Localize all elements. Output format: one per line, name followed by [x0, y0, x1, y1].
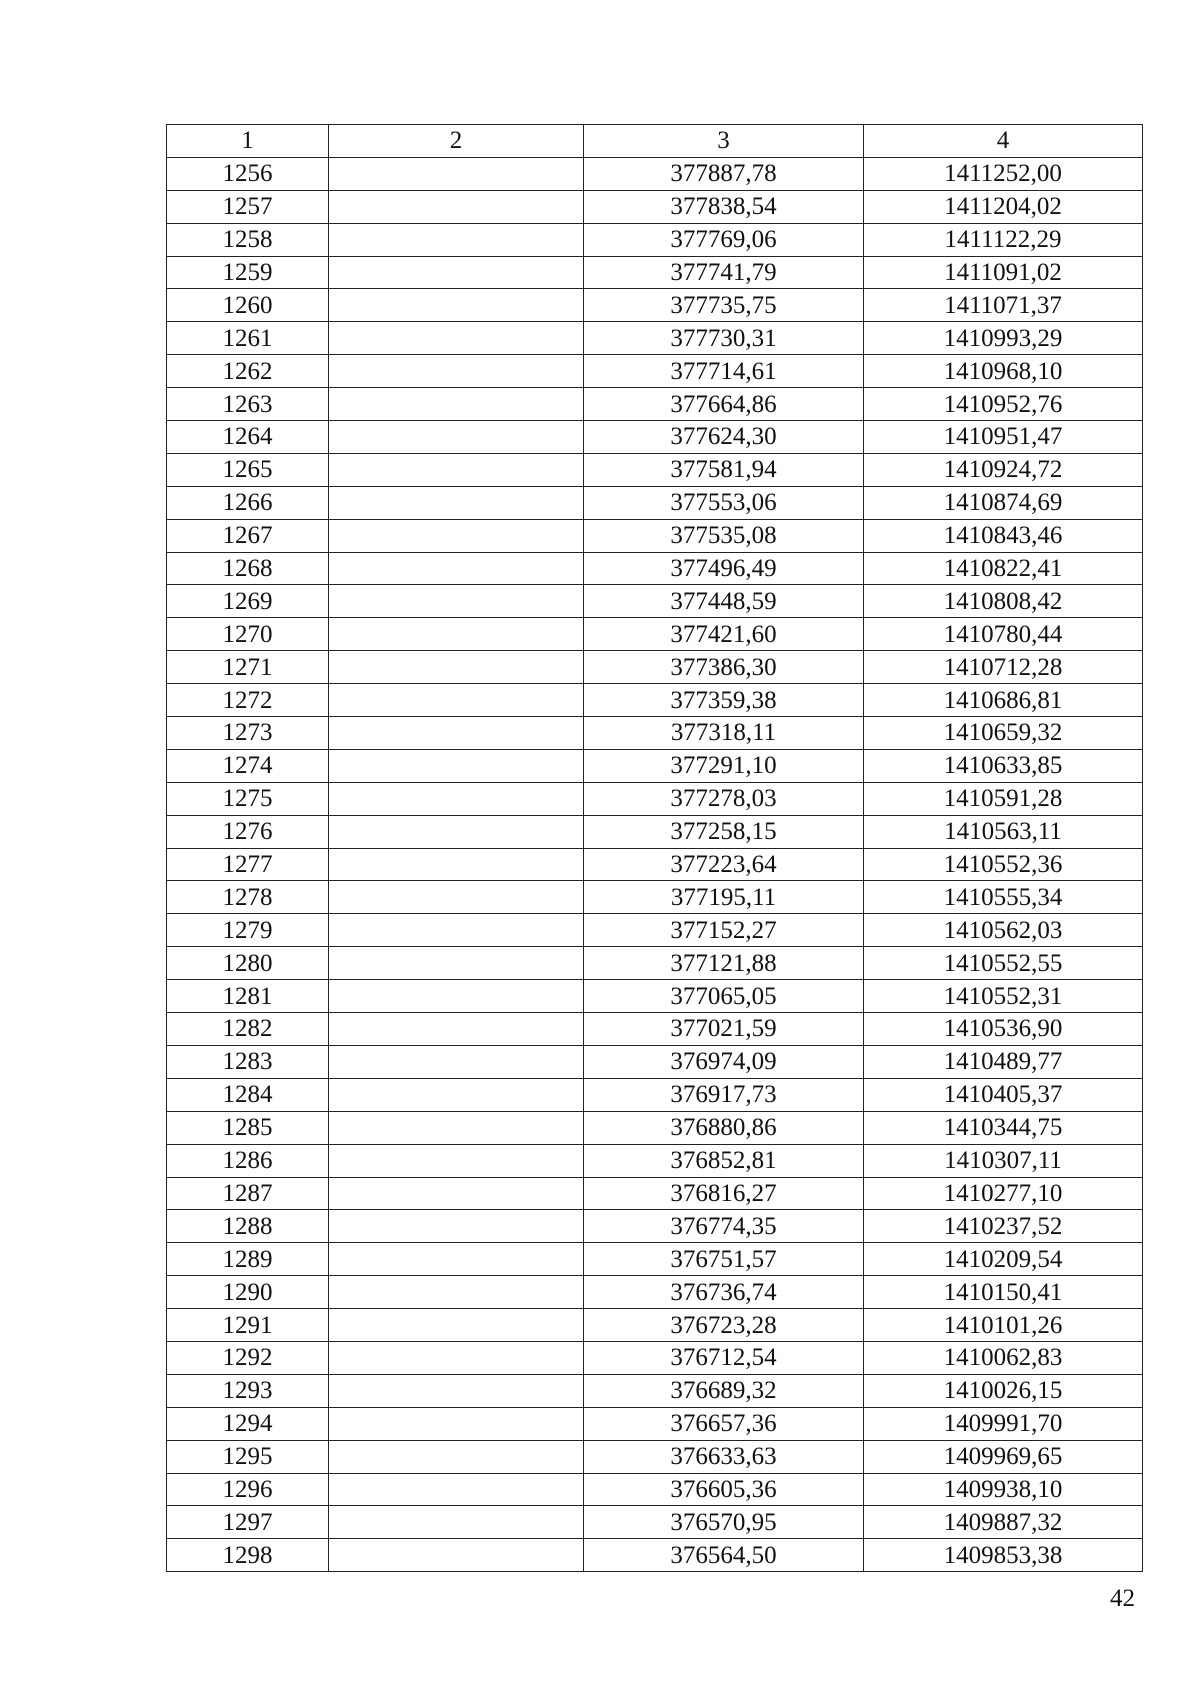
table-row — [167, 157, 1143, 190]
column-header-3: 3 — [584, 125, 864, 158]
coordinate-y-cell: 1410344,75 — [864, 1111, 1143, 1144]
point-number-cell: 1281 — [167, 980, 329, 1013]
coordinate-x-cell: 376917,73 — [584, 1078, 864, 1111]
description-cell — [329, 980, 584, 1013]
coordinate-y-cell: 1410209,54 — [864, 1243, 1143, 1276]
coordinate-x-cell: 377535,08 — [584, 519, 864, 552]
table-row — [167, 552, 1143, 585]
description-cell — [329, 815, 584, 848]
table-row — [167, 388, 1143, 421]
coordinate-x-cell: 377735,75 — [584, 289, 864, 322]
table-row — [167, 1309, 1143, 1342]
point-number-cell: 1276 — [167, 815, 329, 848]
table-row — [167, 618, 1143, 651]
description-cell — [329, 782, 584, 815]
coordinates-table-body — [167, 125, 1143, 1572]
description-cell — [329, 388, 584, 421]
description-cell — [329, 157, 584, 190]
point-number-cell: 1291 — [167, 1309, 329, 1342]
description-cell — [329, 1144, 584, 1177]
coordinate-x-cell: 376570,95 — [584, 1506, 864, 1539]
coordinate-y-cell: 1410993,29 — [864, 322, 1143, 355]
description-cell — [329, 421, 584, 454]
coordinate-y-cell: 1410489,77 — [864, 1045, 1143, 1078]
coordinate-x-cell: 377730,31 — [584, 322, 864, 355]
description-cell — [329, 1309, 584, 1342]
coordinate-x-cell: 377624,30 — [584, 421, 864, 454]
coordinate-x-cell: 376689,32 — [584, 1374, 864, 1407]
coordinate-y-cell: 1411122,29 — [864, 223, 1143, 256]
coordinate-y-cell: 1410659,32 — [864, 717, 1143, 750]
coordinate-x-cell: 377386,30 — [584, 651, 864, 684]
coordinate-x-cell: 377769,06 — [584, 223, 864, 256]
point-number-cell: 1298 — [167, 1539, 329, 1572]
point-number-cell: 1292 — [167, 1341, 329, 1374]
table-row — [167, 1374, 1143, 1407]
coordinate-x-cell: 377553,06 — [584, 486, 864, 519]
table-row — [167, 421, 1143, 454]
coordinate-x-cell: 376736,74 — [584, 1276, 864, 1309]
description-cell — [329, 749, 584, 782]
point-number-cell: 1261 — [167, 322, 329, 355]
table-row — [167, 289, 1143, 322]
table-row — [167, 1045, 1143, 1078]
table-row — [167, 914, 1143, 947]
coordinate-x-cell: 377741,79 — [584, 256, 864, 289]
description-cell — [329, 190, 584, 223]
coordinate-x-cell: 376751,57 — [584, 1243, 864, 1276]
description-cell — [329, 1440, 584, 1473]
description-cell — [329, 684, 584, 717]
point-number-cell: 1275 — [167, 782, 329, 815]
point-number-cell: 1278 — [167, 881, 329, 914]
coordinate-x-cell: 377195,11 — [584, 881, 864, 914]
table-row — [167, 1506, 1143, 1539]
table-row — [167, 749, 1143, 782]
coordinate-y-cell: 1410552,55 — [864, 947, 1143, 980]
coordinate-x-cell: 377121,88 — [584, 947, 864, 980]
description-cell — [329, 585, 584, 618]
coordinate-x-cell: 376657,36 — [584, 1407, 864, 1440]
point-number-cell: 1280 — [167, 947, 329, 980]
description-cell — [329, 1539, 584, 1572]
table-row — [167, 1341, 1143, 1374]
coordinate-x-cell: 376712,54 — [584, 1341, 864, 1374]
point-number-cell: 1283 — [167, 1045, 329, 1078]
coordinate-x-cell: 377496,49 — [584, 552, 864, 585]
coordinate-x-cell: 377065,05 — [584, 980, 864, 1013]
coordinate-y-cell: 1410277,10 — [864, 1177, 1143, 1210]
column-header-2: 2 — [329, 125, 584, 158]
coordinate-y-cell: 1410552,31 — [864, 980, 1143, 1013]
point-number-cell: 1265 — [167, 453, 329, 486]
coordinate-x-cell: 376880,86 — [584, 1111, 864, 1144]
table-row — [167, 1539, 1143, 1572]
point-number-cell: 1294 — [167, 1407, 329, 1440]
point-number-cell: 1271 — [167, 651, 329, 684]
description-cell — [329, 453, 584, 486]
point-number-cell: 1282 — [167, 1013, 329, 1046]
coordinate-y-cell: 1410150,41 — [864, 1276, 1143, 1309]
column-header-1: 1 — [167, 125, 329, 158]
coordinate-y-cell: 1410952,76 — [864, 388, 1143, 421]
column-header-4: 4 — [864, 125, 1143, 158]
point-number-cell: 1256 — [167, 157, 329, 190]
coordinate-y-cell: 1410843,46 — [864, 519, 1143, 552]
coordinate-x-cell: 376816,27 — [584, 1177, 864, 1210]
coordinate-y-cell: 1410307,11 — [864, 1144, 1143, 1177]
coordinate-y-cell: 1410686,81 — [864, 684, 1143, 717]
description-cell — [329, 848, 584, 881]
coordinate-y-cell: 1410951,47 — [864, 421, 1143, 454]
description-cell — [329, 322, 584, 355]
table-row — [167, 1276, 1143, 1309]
point-number-cell: 1273 — [167, 717, 329, 750]
coordinate-y-cell: 1410405,37 — [864, 1078, 1143, 1111]
point-number-cell: 1266 — [167, 486, 329, 519]
coordinate-x-cell: 376774,35 — [584, 1210, 864, 1243]
coordinate-y-cell: 1411071,37 — [864, 289, 1143, 322]
table-row — [167, 1243, 1143, 1276]
point-number-cell: 1263 — [167, 388, 329, 421]
point-number-cell: 1279 — [167, 914, 329, 947]
table-row — [167, 1407, 1143, 1440]
table-row — [167, 947, 1143, 980]
point-number-cell: 1287 — [167, 1177, 329, 1210]
coordinate-y-cell: 1410712,28 — [864, 651, 1143, 684]
table-row — [167, 717, 1143, 750]
coordinate-y-cell: 1409991,70 — [864, 1407, 1143, 1440]
description-cell — [329, 1111, 584, 1144]
coordinate-x-cell: 377318,11 — [584, 717, 864, 750]
table-row — [167, 1473, 1143, 1506]
table-row — [167, 1078, 1143, 1111]
table-row — [167, 355, 1143, 388]
coordinate-x-cell: 377291,10 — [584, 749, 864, 782]
coordinate-x-cell: 377421,60 — [584, 618, 864, 651]
coordinate-y-cell: 1410555,34 — [864, 881, 1143, 914]
description-cell — [329, 486, 584, 519]
description-cell — [329, 618, 584, 651]
point-number-cell: 1274 — [167, 749, 329, 782]
point-number-cell: 1259 — [167, 256, 329, 289]
table-row — [167, 651, 1143, 684]
point-number-cell: 1295 — [167, 1440, 329, 1473]
description-cell — [329, 1177, 584, 1210]
table-row — [167, 1440, 1143, 1473]
point-number-cell: 1277 — [167, 848, 329, 881]
coordinate-y-cell: 1409969,65 — [864, 1440, 1143, 1473]
table-row — [167, 1111, 1143, 1144]
description-cell — [329, 1473, 584, 1506]
description-cell — [329, 289, 584, 322]
description-cell — [329, 1506, 584, 1539]
table-row — [167, 223, 1143, 256]
description-cell — [329, 355, 584, 388]
description-cell — [329, 1407, 584, 1440]
coordinate-x-cell: 376723,28 — [584, 1309, 864, 1342]
point-number-cell: 1264 — [167, 421, 329, 454]
description-cell — [329, 717, 584, 750]
coordinate-x-cell: 377223,64 — [584, 848, 864, 881]
coordinate-y-cell: 1410026,15 — [864, 1374, 1143, 1407]
description-cell — [329, 914, 584, 947]
point-number-cell: 1286 — [167, 1144, 329, 1177]
coordinate-x-cell: 377278,03 — [584, 782, 864, 815]
coordinate-y-cell: 1410924,72 — [864, 453, 1143, 486]
point-number-cell: 1293 — [167, 1374, 329, 1407]
table-row — [167, 848, 1143, 881]
description-cell — [329, 519, 584, 552]
table-row — [167, 1144, 1143, 1177]
description-cell — [329, 223, 584, 256]
table-row — [167, 453, 1143, 486]
description-cell — [329, 1276, 584, 1309]
point-number-cell: 1257 — [167, 190, 329, 223]
point-number-cell: 1290 — [167, 1276, 329, 1309]
coordinate-x-cell: 376564,50 — [584, 1539, 864, 1572]
coordinate-x-cell: 376633,63 — [584, 1440, 864, 1473]
point-number-cell: 1267 — [167, 519, 329, 552]
point-number-cell: 1285 — [167, 1111, 329, 1144]
description-cell — [329, 256, 584, 289]
table-row — [167, 980, 1143, 1013]
description-cell — [329, 1341, 584, 1374]
coordinate-x-cell: 377448,59 — [584, 585, 864, 618]
coordinate-y-cell: 1410591,28 — [864, 782, 1143, 815]
coordinate-y-cell: 1409938,10 — [864, 1473, 1143, 1506]
coordinate-y-cell: 1410562,03 — [864, 914, 1143, 947]
point-number-cell: 1269 — [167, 585, 329, 618]
coordinate-x-cell: 377152,27 — [584, 914, 864, 947]
table-row — [167, 486, 1143, 519]
description-cell — [329, 651, 584, 684]
coordinate-x-cell: 377359,38 — [584, 684, 864, 717]
table-row — [167, 322, 1143, 355]
table-header-row — [167, 125, 1143, 158]
coordinate-y-cell: 1409887,32 — [864, 1506, 1143, 1539]
coordinate-y-cell: 1411252,00 — [864, 157, 1143, 190]
coordinate-y-cell: 1410062,83 — [864, 1341, 1143, 1374]
coordinate-y-cell: 1411091,02 — [864, 256, 1143, 289]
coordinate-x-cell: 377258,15 — [584, 815, 864, 848]
description-cell — [329, 1243, 584, 1276]
table-row — [167, 190, 1143, 223]
table-row — [167, 1177, 1143, 1210]
point-number-cell: 1268 — [167, 552, 329, 585]
point-number-cell: 1297 — [167, 1506, 329, 1539]
description-cell — [329, 1374, 584, 1407]
coordinate-y-cell: 1410780,44 — [864, 618, 1143, 651]
coordinate-y-cell: 1409853,38 — [864, 1539, 1143, 1572]
description-cell — [329, 552, 584, 585]
point-number-cell: 1284 — [167, 1078, 329, 1111]
point-number-cell: 1296 — [167, 1473, 329, 1506]
table-row — [167, 815, 1143, 848]
coordinate-y-cell: 1410563,11 — [864, 815, 1143, 848]
point-number-cell: 1262 — [167, 355, 329, 388]
coordinate-x-cell: 377714,61 — [584, 355, 864, 388]
description-cell — [329, 947, 584, 980]
description-cell — [329, 1078, 584, 1111]
table-row — [167, 1013, 1143, 1046]
coordinate-y-cell: 1410536,90 — [864, 1013, 1143, 1046]
page-number: 42 — [1110, 1585, 1135, 1612]
point-number-cell: 1272 — [167, 684, 329, 717]
coordinate-y-cell: 1411204,02 — [864, 190, 1143, 223]
point-number-cell: 1260 — [167, 289, 329, 322]
coordinates-table — [166, 124, 1143, 1572]
coordinate-x-cell: 377838,54 — [584, 190, 864, 223]
table-row — [167, 519, 1143, 552]
coordinate-y-cell: 1410968,10 — [864, 355, 1143, 388]
coordinate-y-cell: 1410874,69 — [864, 486, 1143, 519]
coordinate-x-cell: 377664,86 — [584, 388, 864, 421]
point-number-cell: 1288 — [167, 1210, 329, 1243]
table-row — [167, 782, 1143, 815]
table-row — [167, 881, 1143, 914]
description-cell — [329, 1045, 584, 1078]
point-number-cell: 1270 — [167, 618, 329, 651]
table-row — [167, 256, 1143, 289]
coordinate-x-cell: 377021,59 — [584, 1013, 864, 1046]
table-row — [167, 684, 1143, 717]
point-number-cell: 1258 — [167, 223, 329, 256]
coordinate-x-cell: 377581,94 — [584, 453, 864, 486]
point-number-cell: 1289 — [167, 1243, 329, 1276]
coordinate-y-cell: 1410237,52 — [864, 1210, 1143, 1243]
table-row — [167, 1210, 1143, 1243]
coordinate-x-cell: 376974,09 — [584, 1045, 864, 1078]
coordinate-y-cell: 1410633,85 — [864, 749, 1143, 782]
coordinate-x-cell: 377887,78 — [584, 157, 864, 190]
coordinate-y-cell: 1410552,36 — [864, 848, 1143, 881]
coordinate-x-cell: 376852,81 — [584, 1144, 864, 1177]
coordinate-y-cell: 1410808,42 — [864, 585, 1143, 618]
description-cell — [329, 1013, 584, 1046]
description-cell — [329, 1210, 584, 1243]
table-row — [167, 585, 1143, 618]
coordinate-x-cell: 376605,36 — [584, 1473, 864, 1506]
description-cell — [329, 881, 584, 914]
coordinate-y-cell: 1410101,26 — [864, 1309, 1143, 1342]
coordinate-y-cell: 1410822,41 — [864, 552, 1143, 585]
